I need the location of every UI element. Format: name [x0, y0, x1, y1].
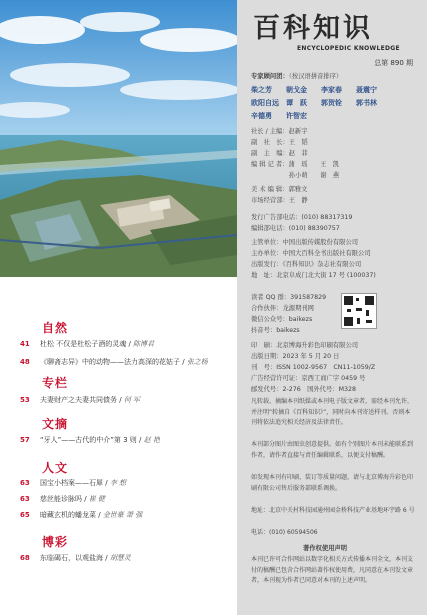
experts-note: （按汉语拼音排序） — [288, 73, 343, 80]
toc-title: 东临碣石，以观盐海 — [40, 554, 103, 562]
toc-page-number: 65 — [20, 511, 30, 519]
toc-entry[interactable]: 68 东临碣石，以观盐海 / 胡慧灵 — [20, 554, 131, 562]
cover-photo-aerial-coast — [0, 0, 237, 277]
magazine-title: 百科知识 — [253, 13, 373, 44]
table-of-contents — [0, 277, 237, 615]
contact-line: 出版发行：《百科知识》杂志社有限公司 — [251, 261, 362, 268]
toc-author: 陈博君 — [133, 340, 155, 348]
qr-code — [341, 293, 377, 329]
staff-line: 市场经营部：王 静 — [251, 197, 308, 204]
toc-title: 慈丝能诊脉吗 — [40, 495, 82, 503]
toc-author: 赵 艳 — [143, 436, 160, 444]
toc-title: 杜松 不仅是杜松子酒的灵魂 — [40, 340, 127, 348]
image-credit-notice: 本刊部分图片由图虫创意提供。如有个别图片本刊未能联系到作者，请作者直接与责任编辑联系，以便支付稿酬。 — [251, 441, 414, 459]
toc-section-column: 专栏 — [42, 376, 69, 390]
staff-line: 社长 / 主编：赵新宇 — [251, 128, 308, 135]
experts-row: 柴之芳 朝戈金 李家春 聂震宁 — [251, 86, 377, 94]
contact-line: 地 址：北京阜成门北大街 17 号 (100037) — [251, 272, 376, 279]
toc-page-number: 63 — [20, 495, 30, 503]
imprint-column — [237, 0, 427, 615]
toc-author: 何 军 — [123, 396, 141, 404]
toc-entry[interactable]: 65 暗藏玄机的蟠龙菜 / 金世豪 萧 强 — [20, 511, 143, 519]
contact-line: 主办单位：中国大百科全书出版社有限公司 — [251, 250, 371, 257]
toc-author: 胡慧灵 — [109, 554, 131, 562]
toc-section-humanities: 人文 — [42, 461, 69, 475]
toc-page-number: 57 — [20, 436, 30, 444]
toc-section-digest: 文摘 — [42, 417, 69, 431]
toc-title: 夫妻财产之夫妻共同债务 — [40, 396, 117, 404]
social-line: 抖音号：baikezs — [251, 327, 300, 334]
social-line: 合作伙伴：龙源期刊网 — [251, 305, 314, 312]
social-line: 微信公众号：baikezs — [251, 316, 313, 323]
toc-entry[interactable]: 48 《聊斋志异》中的动物——法力高深的花姑子 / 张之杨 — [20, 358, 208, 366]
reprint-notice: 凡转载、摘编本刊纸媒或本刊电子版文章者，需经本刊允许，并注明“转摘自《百科知识》”，同时向本刊寄送样刊。否则本刊将依法追究相关经济及法律责任。 — [251, 398, 414, 426]
staff-line: 副 社 长：王 韬 — [251, 139, 308, 146]
experts-row: 辛德勇 许智宏 — [251, 112, 307, 120]
print-line: 出版日期：2023 年 5 月 20 日 — [251, 353, 340, 360]
toc-entry[interactable]: 41 杜松 不仅是杜松子酒的灵魂 / 陈博君 — [20, 340, 155, 348]
toc-author: 李 想 — [109, 479, 127, 487]
staff-line: 编 辑 记 者：蒲 瑶 王 凯 — [251, 161, 339, 168]
contact-line: 发行广告部电话：(010) 88317319 — [251, 214, 353, 221]
contact-line: 主管单位：中国出版传媒股份有限公司 — [251, 239, 359, 246]
print-line: 印 刷：北京博海升彩色印刷有限公司 — [251, 342, 359, 349]
toc-section-nature: 自然 — [42, 321, 69, 335]
toc-page-number: 48 — [20, 358, 30, 366]
copyright-text: 本刊已许可合作网站以数字化相关方式传播本刊全文，本刊支付的稿酬已包含合作网站著作权使用费，凡同意在本刊发文章者，本刊视为作者已同意对本刊的上述声明。 — [251, 556, 414, 584]
toc-title: 《聊斋志异》中的动物——法力高深的花姑子 — [40, 358, 180, 366]
staff-line: 美 术 编 辑：郭雅文 — [251, 186, 308, 193]
toc-page-number: 41 — [20, 340, 30, 348]
toc-section-expo: 博彩 — [42, 535, 69, 549]
experts-heading — [251, 72, 342, 82]
toc-entry[interactable]: 63 慈丝能诊脉吗 / 崔 健 — [20, 495, 106, 503]
toc-author: 金世豪 萧 强 — [102, 511, 143, 519]
contact-line: 编辑部电话：(010) 88390757 — [251, 225, 340, 232]
toc-page-number: 68 — [20, 554, 30, 562]
experts-row: 欧阳自远 谭 跃 郭贺铨 郭书林 — [251, 99, 377, 107]
staff-line: 副 主 编：赵 菲 — [251, 150, 308, 157]
copyright-title: 著作权使用声明 — [303, 545, 348, 552]
toc-page-number: 53 — [20, 396, 30, 404]
toc-author: 崔 健 — [88, 495, 106, 503]
printer-address: 地址：北京中关村科技园通州园金桥科技产业基地环宇路 6 号 — [251, 507, 415, 514]
print-line: 邮发代号：2-276 国外代号：M328 — [251, 386, 357, 393]
print-line: 刊 号：ISSN 1002-9567 CN11-1059/Z — [251, 364, 376, 371]
toc-page-number: 63 — [20, 479, 30, 487]
printer-phone: 电话：(010) 60594506 — [251, 529, 318, 536]
toc-title: 暗藏玄机的蟠龙菜 — [40, 511, 96, 519]
toc-title: 国宝小档案——石犀 — [40, 479, 103, 487]
toc-title: “牙人”——古代的中介”第 3 则 — [40, 436, 137, 444]
print-line: 广告经营许可证：京西工商广字 0459 号 — [251, 375, 366, 382]
toc-entry[interactable]: 57 “牙人”——古代的中介”第 3 则 / 赵 艳 — [20, 436, 160, 444]
magazine-subtitle: ENCYCLOPEDIC KNOWLEDGE — [297, 45, 400, 52]
quality-notice: 如发现本刊有印刷、装订等质量问题，请与北京博海升彩色印刷有限公司售后服务部联系调换。 — [251, 474, 414, 492]
toc-entry[interactable]: 53 夫妻财产之夫妻共同债务 / 何 军 — [20, 396, 141, 404]
toc-author: 张之杨 — [186, 358, 208, 366]
aerial-photo-illustration — [0, 0, 237, 277]
experts-title: 专家顾问团： — [251, 73, 289, 80]
toc-entry[interactable]: 63 国宝小档案——石犀 / 李 想 — [20, 479, 127, 487]
social-line: 读者 QQ 群：391587829 — [251, 294, 327, 301]
staff-line: 孙小萌 谢 燕 — [251, 172, 340, 179]
issue-number: 总第 890 期 — [374, 59, 413, 67]
